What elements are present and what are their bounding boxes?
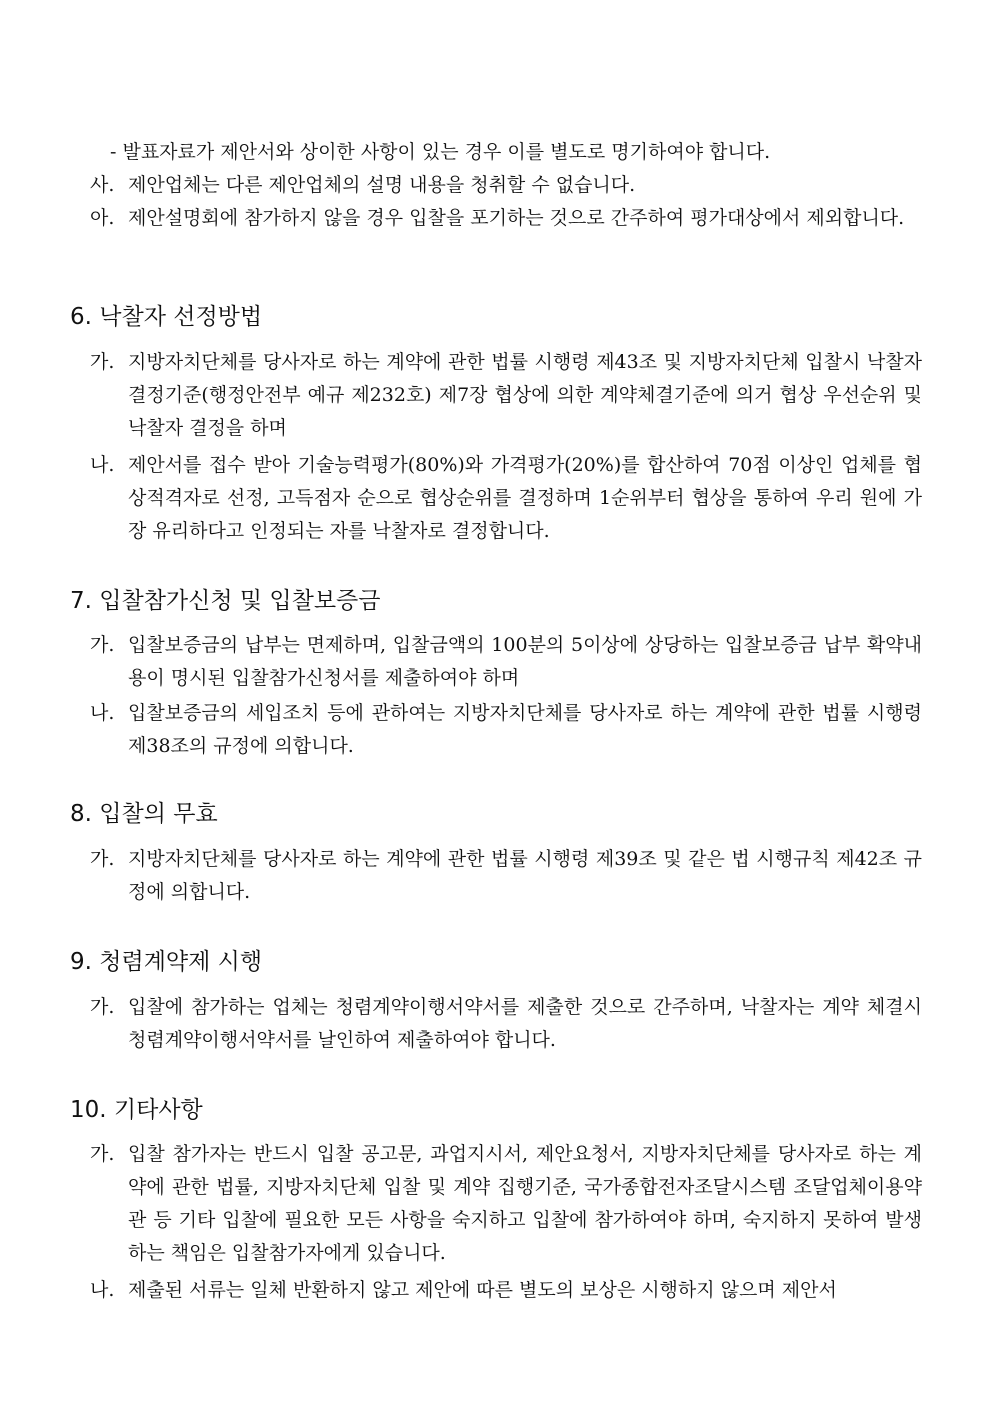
item-marker: 사. (90, 174, 115, 196)
item-marker: 나. (90, 702, 115, 724)
item-marker: 나. (90, 1279, 115, 1301)
section-heading-10: 10. 기타사항 (70, 1097, 203, 1123)
item-marker: 가. (90, 848, 115, 870)
item-marker: 나. (90, 454, 115, 476)
item-text: 지방자치단체를 당사자로 하는 계약에 관한 법률 시행령 제39조 및 같은 법 시행규칙 제42조 규정에 의합니다. (128, 848, 922, 903)
item-marker: 아. (90, 207, 115, 229)
item-text: 지방자치단체를 당사자로 하는 계약에 관한 법률 시행령 제43조 및 지방자치단체 입찰시 낙찰자 결정기준(행정안전부 예규 제232호) 제7장 협상에 의한 계약체결기준에 의거 협상 우선순위 및 낙찰자 결정을 하며 (128, 351, 922, 439)
item-marker: 가. (90, 996, 115, 1018)
item-text: 제안설명회에 참가하지 않을 경우 입찰을 포기하는 것으로 간주하여 평가대상에서 제외합니다. (128, 207, 905, 229)
list-item (90, 1274, 922, 1307)
list-item (90, 346, 922, 445)
section-heading-7: 7. 입찰참가신청 및 입찰보증금 (70, 588, 381, 614)
section-heading-8: 8. 입찰의 무효 (70, 801, 218, 827)
item-text: 제출된 서류는 일체 반환하지 않고 제안에 따른 별도의 보상은 시행하지 않으며 제안서 (128, 1279, 837, 1301)
item-text: 입찰 참가자는 반드시 입찰 공고문, 과업지시서, 제안요청서, 지방자치단체를 당사자로 하는 계약에 관한 법률, 지방자치단체 입찰 및 계약 집행기준, 국가종합전자조달시스템 조달업체이용약관 등 기타 입찰에 필요한 모든 사항을 숙지하고 입찰에 참가하여야 하며, 숙지하지 못하여 발생하는 책임은 입찰참가자에게 있습니다. (128, 1143, 922, 1264)
item-text: 입찰보증금의 세입조치 등에 관하여는 지방자치단체를 당사자로 하는 계약에 관한 법률 시행령 제38조의 규정에 의합니다. (128, 702, 922, 757)
item-text: 제안서를 접수 받아 기술능력평가(80%)와 가격평가(20%)를 합산하여 70점 이상인 업체를 협상적격자로 선정, 고득점자 순으로 협상순위를 결정하며 1순위부터 협상을 통하여 우리 원에 가장 유리하다고 인정되는 자를 낙찰자로 결정합니다. (128, 454, 922, 542)
section-heading-6: 6. 낙찰자 선정방법 (70, 304, 263, 330)
list-item (90, 1138, 922, 1270)
list-item (90, 169, 922, 202)
item-marker: 가. (90, 351, 115, 373)
item-marker: 가. (90, 634, 115, 656)
item-marker: 가. (90, 1143, 115, 1165)
item-text: 입찰보증금의 납부는 면제하며, 입찰금액의 100분의 5이상에 상당하는 입찰보증금 납부 확약내용이 명시된 입찰참가신청서를 제출하여야 하며 (128, 634, 922, 689)
item-text: 입찰에 참가하는 업체는 청렴계약이행서약서를 제출한 것으로 간주하며, 낙찰자는 계약 체결시 청렴계약이행서약서를 날인하여 제출하여야 합니다. (128, 996, 922, 1051)
section-heading-9: 9. 청렴계약제 시행 (70, 949, 263, 975)
list-item (90, 843, 922, 909)
presentation-note: - 발표자료가 제안서와 상이한 사항이 있는 경우 이를 별도로 명기하여야 합니다. (110, 141, 771, 163)
list-item (90, 202, 922, 235)
list-item (90, 991, 922, 1057)
list-item (90, 629, 922, 695)
list-item (90, 449, 922, 548)
item-text: 제안업체는 다른 제안업체의 설명 내용을 청취할 수 없습니다. (128, 174, 636, 196)
list-item (90, 697, 922, 763)
